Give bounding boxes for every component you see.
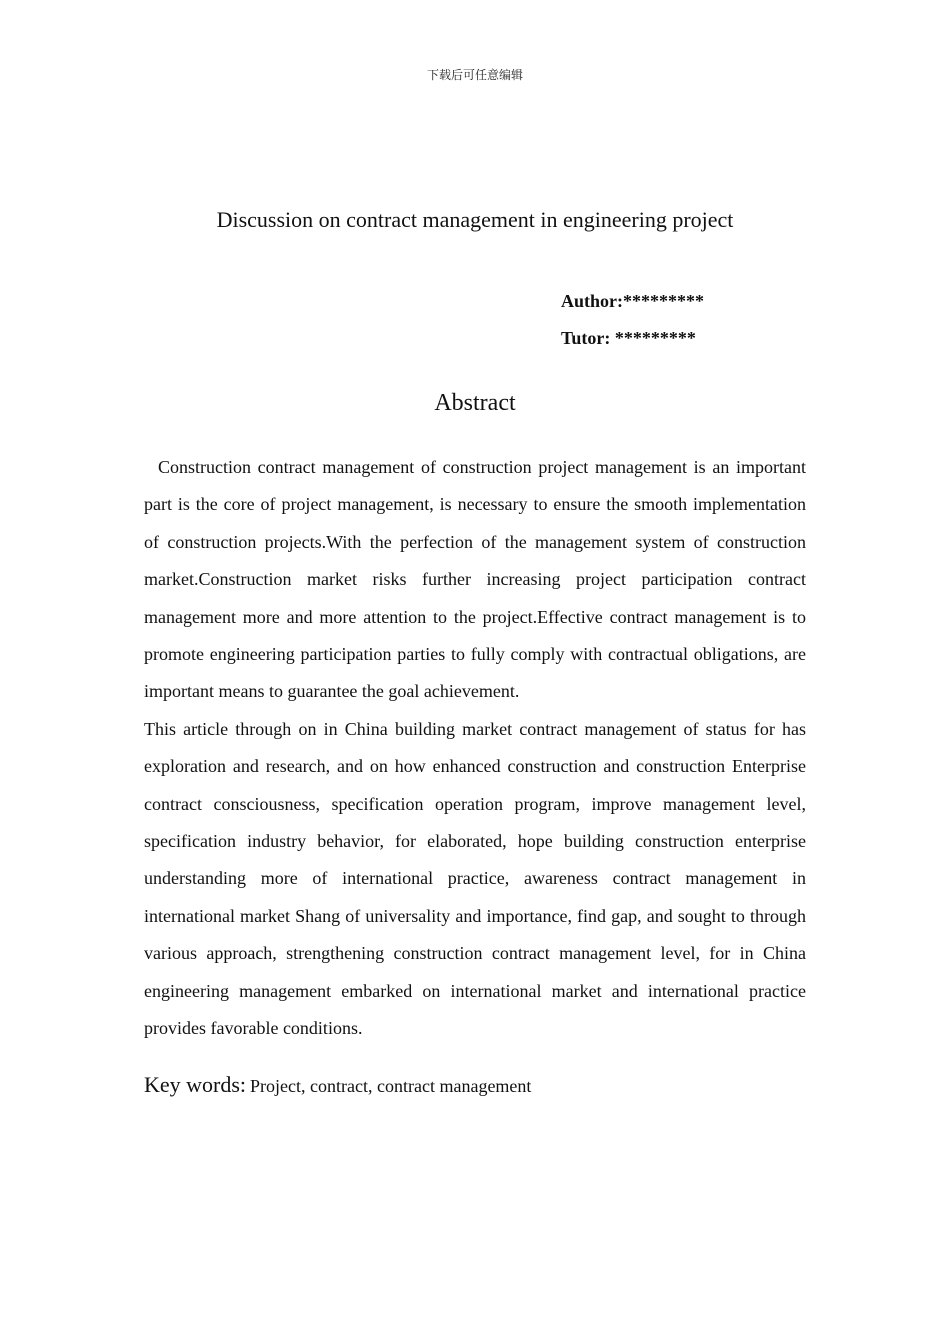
author-line: Author:********* <box>561 291 704 311</box>
tutor-line: Tutor: ********* <box>561 328 696 348</box>
keywords-line <box>144 1072 806 1098</box>
page-header-note: 下载后可任意编辑 <box>426 68 523 82</box>
keywords-value: Project, contract, contract management <box>250 1076 532 1096</box>
document-title: Discussion on contract management in engineering project <box>216 207 734 232</box>
abstract-body <box>144 449 806 1048</box>
keywords-label: Key words: <box>144 1072 247 1097</box>
abstract-heading: Abstract <box>434 390 516 416</box>
author-info-block <box>561 283 704 357</box>
abstract-paragraph: This article through on in China building market contract management of status for has exploration and research, and on how enhanced construction and construction Enterprise contract consciousness, specification operation program, improve management level, specification industry behavior, for elaborated, hope building construction enterprise understanding more of international practice, awareness contract management in international market Shang of universality and importance, find gap, and sought to through various approach, strengthening construction contract management level, for in China engineering management embarked on international market and international practice provides favorable conditions. <box>144 718 806 1039</box>
abstract-paragraph: Construction contract management of construction project management is an important part is the core of project management, is necessary to ensure the smooth implementation of construction projects.With the perfection of the management system of construction market.Construction market risks further increasing project participation contract management more and more attention to the project.Effective contract management is to promote engineering participation parties to fully comply with contractual obligations, are important means to guarantee the goal achievement. <box>144 457 806 702</box>
